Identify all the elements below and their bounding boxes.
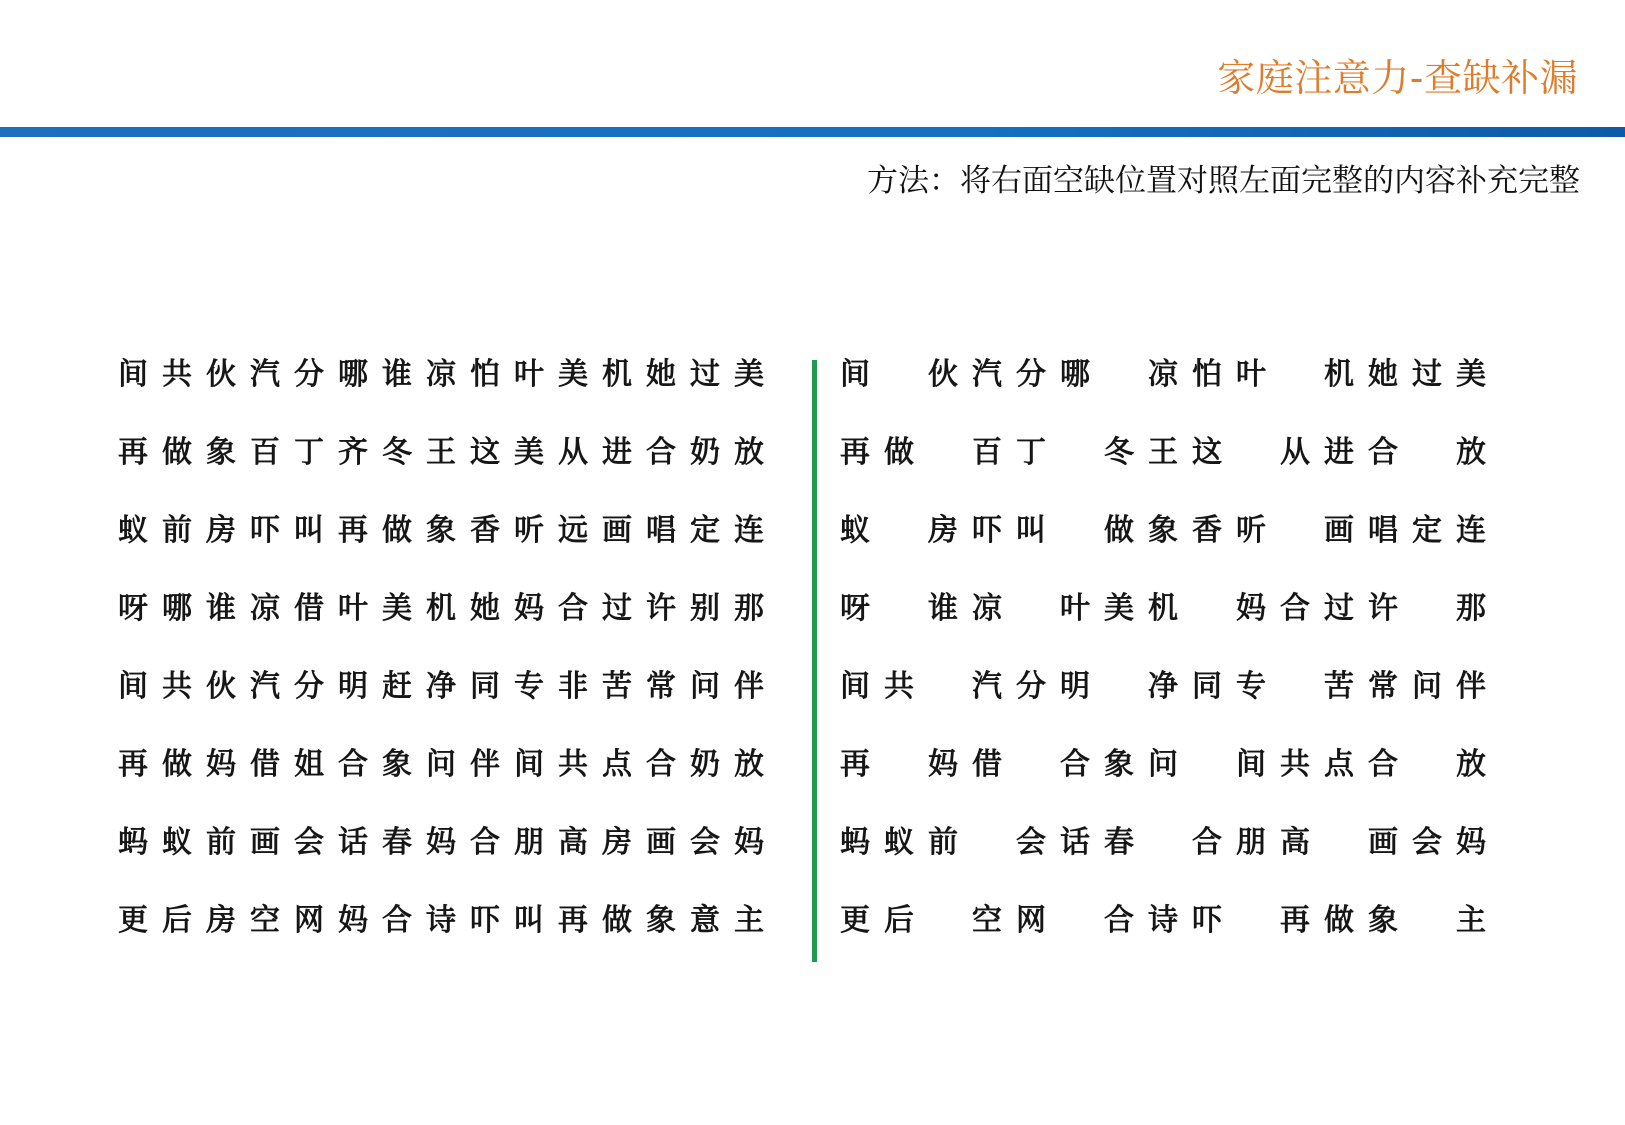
character-cell: 象: [1104, 747, 1134, 782]
character-cell: 妈: [426, 825, 456, 860]
character-cell: 明: [1060, 669, 1090, 704]
blank-cell: [1016, 745, 1060, 785]
character-cell: 别: [690, 591, 720, 626]
character-cell: 问: [1148, 747, 1178, 782]
character-cell: 汽: [972, 357, 1002, 392]
character-cell: 同: [1192, 669, 1222, 704]
character-cell: 再: [840, 435, 870, 470]
character-cell: 更: [118, 903, 148, 938]
character-cell: 做: [382, 513, 412, 548]
character-cell: 她: [470, 591, 500, 626]
character-cell: 齐: [338, 435, 368, 470]
character-cell: 合: [646, 435, 676, 470]
character-cell: 合: [1368, 435, 1398, 470]
character-cell: 话: [1060, 825, 1090, 860]
character-cell: 吓: [250, 513, 280, 548]
character-cell: 奶: [690, 435, 720, 470]
character-cell: 明: [338, 669, 368, 704]
character-cell: 谁: [206, 591, 236, 626]
character-cell: 春: [1104, 825, 1134, 860]
character-cell: 画: [1324, 513, 1354, 548]
character-cell: 听: [514, 513, 544, 548]
character-cell: 凉: [426, 357, 456, 392]
character-cell: 话: [338, 825, 368, 860]
character-cell: 王: [426, 435, 456, 470]
character-cell: 凉: [1148, 357, 1178, 392]
character-cell: 问: [1412, 669, 1442, 704]
character-cell: 放: [1456, 747, 1486, 782]
blank-cell: [1412, 745, 1456, 785]
grid-row: [118, 433, 778, 511]
character-cell: 妈: [206, 747, 236, 782]
character-cell: 伙: [206, 357, 236, 392]
instructions-text: 方法：将右面空缺位置对照左面完整的内容补充完整: [867, 163, 1580, 199]
character-cell: 间: [514, 747, 544, 782]
grid-row: [840, 745, 1500, 823]
character-cell: 叶: [1236, 357, 1266, 392]
grid-row: [118, 589, 778, 667]
character-cell: 香: [1192, 513, 1222, 548]
character-cell: 借: [972, 747, 1002, 782]
character-cell: 妈: [1456, 825, 1486, 860]
character-cell: 姐: [294, 747, 324, 782]
character-cell: 蚂: [840, 825, 870, 860]
character-cell: 定: [690, 513, 720, 548]
character-cell: 空: [972, 903, 1002, 938]
character-cell: 连: [734, 513, 764, 548]
blank-cell: [1060, 433, 1104, 473]
blank-cell: [1280, 667, 1324, 707]
character-cell: 意: [690, 903, 720, 938]
panel-divider: [812, 360, 817, 962]
character-cell: 共: [1280, 747, 1310, 782]
blank-cell: [1236, 433, 1280, 473]
character-cell: 房: [928, 513, 958, 548]
character-cell: 更: [840, 903, 870, 938]
character-cell: 网: [1016, 903, 1046, 938]
blank-cell: [884, 745, 928, 785]
character-cell: 妈: [1236, 591, 1266, 626]
character-cell: 空: [250, 903, 280, 938]
character-cell: 那: [1456, 591, 1486, 626]
character-cell: 进: [602, 435, 632, 470]
character-cell: 前: [206, 825, 236, 860]
character-cell: 合: [1192, 825, 1222, 860]
character-cell: 主: [1456, 903, 1486, 938]
character-cell: 画: [250, 825, 280, 860]
blank-cell: [1412, 589, 1456, 629]
character-cell: 美: [734, 357, 764, 392]
blank-cell: [1412, 901, 1456, 941]
character-cell: 机: [1324, 357, 1354, 392]
character-cell: 凉: [250, 591, 280, 626]
character-cell: 伙: [928, 357, 958, 392]
character-cell: 冬: [382, 435, 412, 470]
blank-cell: [1104, 355, 1148, 395]
character-cell: 谁: [382, 357, 412, 392]
character-cell: 会: [690, 825, 720, 860]
character-cell: 哪: [338, 357, 368, 392]
character-cell: 美: [1104, 591, 1134, 626]
character-cell: 唱: [646, 513, 676, 548]
grid-row: [118, 823, 778, 901]
character-cell: 高: [558, 825, 588, 860]
character-cell: 她: [1368, 357, 1398, 392]
character-cell: 蚁: [118, 513, 148, 548]
character-cell: 妈: [514, 591, 544, 626]
blank-cell: [928, 433, 972, 473]
grid-row: [118, 355, 778, 433]
character-cell: 专: [514, 669, 544, 704]
character-cell: 叫: [514, 903, 544, 938]
character-cell: 象: [206, 435, 236, 470]
character-cell: 叫: [294, 513, 324, 548]
character-cell: 间: [840, 357, 870, 392]
character-cell: 再: [558, 903, 588, 938]
character-cell: 机: [426, 591, 456, 626]
character-cell: 汽: [250, 669, 280, 704]
grid-row: [118, 901, 778, 979]
character-cell: 合: [646, 747, 676, 782]
grid-row: [840, 355, 1500, 433]
character-cell: 许: [646, 591, 676, 626]
character-cell: 叫: [1016, 513, 1046, 548]
character-cell: 百: [250, 435, 280, 470]
character-cell: 画: [646, 825, 676, 860]
character-cell: 吓: [470, 903, 500, 938]
character-cell: 做: [1104, 513, 1134, 548]
character-cell: 过: [602, 591, 632, 626]
character-cell: 合: [382, 903, 412, 938]
character-cell: 吓: [1192, 903, 1222, 938]
character-cell: 高: [1280, 825, 1310, 860]
character-cell: 蚁: [840, 513, 870, 548]
blank-cell: [1192, 745, 1236, 785]
grid-row: [840, 433, 1500, 511]
character-cell: 象: [1148, 513, 1178, 548]
character-cell: 点: [1324, 747, 1354, 782]
character-cell: 共: [162, 357, 192, 392]
character-cell: 常: [646, 669, 676, 704]
character-cell: 合: [1104, 903, 1134, 938]
character-cell: 再: [118, 435, 148, 470]
blank-cell: [1412, 433, 1456, 473]
character-cell: 净: [426, 669, 456, 704]
character-cell: 放: [734, 435, 764, 470]
character-cell: 叶: [514, 357, 544, 392]
character-cell: 象: [382, 747, 412, 782]
character-cell: 过: [690, 357, 720, 392]
character-cell: 香: [470, 513, 500, 548]
character-cell: 间: [118, 669, 148, 704]
character-cell: 合: [558, 591, 588, 626]
character-cell: 丁: [1016, 435, 1046, 470]
character-cell: 画: [602, 513, 632, 548]
character-cell: 常: [1368, 669, 1398, 704]
grid-row: [840, 589, 1500, 667]
character-cell: 呀: [840, 591, 870, 626]
character-cell: 分: [1016, 669, 1046, 704]
page-title: 家庭注意力-查缺补漏: [1217, 56, 1578, 100]
blank-cell: [1280, 355, 1324, 395]
character-cell: 房: [206, 903, 236, 938]
blank-cell: [928, 667, 972, 707]
blank-cell: [1060, 901, 1104, 941]
character-cell: 再: [338, 513, 368, 548]
character-cell: 间: [118, 357, 148, 392]
character-cell: 王: [1148, 435, 1178, 470]
grid-row: [840, 511, 1500, 589]
character-cell: 间: [1236, 747, 1266, 782]
character-cell: 机: [602, 357, 632, 392]
character-cell: 过: [1324, 591, 1354, 626]
character-cell: 苦: [602, 669, 632, 704]
character-cell: 奶: [690, 747, 720, 782]
blank-cell: [1324, 823, 1368, 863]
character-cell: 共: [884, 669, 914, 704]
character-cell: 象: [646, 903, 676, 938]
character-cell: 远: [558, 513, 588, 548]
character-cell: 丁: [294, 435, 324, 470]
character-cell: 百: [972, 435, 1002, 470]
blank-cell: [884, 589, 928, 629]
character-cell: 机: [1148, 591, 1178, 626]
character-cell: 画: [1368, 825, 1398, 860]
character-cell: 共: [162, 669, 192, 704]
character-cell: 伴: [734, 669, 764, 704]
blank-cell: [1148, 823, 1192, 863]
character-cell: 合: [1060, 747, 1090, 782]
character-cell: 谁: [928, 591, 958, 626]
character-cell: 象: [426, 513, 456, 548]
character-cell: 春: [382, 825, 412, 860]
character-cell: 会: [1412, 825, 1442, 860]
character-cell: 做: [884, 435, 914, 470]
character-cell: 冬: [1104, 435, 1134, 470]
character-cell: 借: [294, 591, 324, 626]
character-cell: 合: [470, 825, 500, 860]
character-cell: 苦: [1324, 669, 1354, 704]
character-cell: 妈: [928, 747, 958, 782]
character-cell: 汽: [972, 669, 1002, 704]
character-cell: 怕: [470, 357, 500, 392]
character-cell: 会: [294, 825, 324, 860]
character-cell: 合: [1368, 747, 1398, 782]
header-divider: [0, 127, 1625, 137]
character-cell: 前: [162, 513, 192, 548]
character-cell: 诗: [426, 903, 456, 938]
character-cell: 吓: [972, 513, 1002, 548]
character-cell: 做: [162, 435, 192, 470]
character-cell: 蚂: [118, 825, 148, 860]
character-cell: 美: [558, 357, 588, 392]
character-cell: 分: [1016, 357, 1046, 392]
character-cell: 问: [690, 669, 720, 704]
blank-cell: [1192, 589, 1236, 629]
character-cell: 从: [1280, 435, 1310, 470]
character-cell: 定: [1412, 513, 1442, 548]
character-cell: 妈: [734, 825, 764, 860]
character-cell: 做: [602, 903, 632, 938]
character-cell: 后: [884, 903, 914, 938]
character-cell: 象: [1368, 903, 1398, 938]
grid-row: [840, 667, 1500, 745]
character-cell: 房: [602, 825, 632, 860]
blank-cell: [928, 901, 972, 941]
character-cell: 放: [1456, 435, 1486, 470]
character-cell: 连: [1456, 513, 1486, 548]
character-cell: 会: [1016, 825, 1046, 860]
character-cell: 诗: [1148, 903, 1178, 938]
grid-row: [118, 745, 778, 823]
character-cell: 后: [162, 903, 192, 938]
character-cell: 美: [382, 591, 412, 626]
character-cell: 分: [294, 357, 324, 392]
character-cell: 同: [470, 669, 500, 704]
character-cell: 凉: [972, 591, 1002, 626]
blank-cell: [1236, 901, 1280, 941]
grid-row: [840, 901, 1500, 979]
blank-cell: [1060, 511, 1104, 551]
character-cell: 怕: [1192, 357, 1222, 392]
character-cell: 美: [514, 435, 544, 470]
character-cell: 赶: [382, 669, 412, 704]
character-cell: 再: [1280, 903, 1310, 938]
character-cell: 非: [558, 669, 588, 704]
character-cell: 她: [646, 357, 676, 392]
character-cell: 房: [206, 513, 236, 548]
character-cell: 朋: [1236, 825, 1266, 860]
character-cell: 共: [558, 747, 588, 782]
character-cell: 网: [294, 903, 324, 938]
character-cell: 间: [840, 669, 870, 704]
character-cell: 汽: [250, 357, 280, 392]
character-cell: 主: [734, 903, 764, 938]
blank-cell: [884, 355, 928, 395]
character-cell: 这: [1192, 435, 1222, 470]
character-cell: 点: [602, 747, 632, 782]
blank-cell: [1016, 589, 1060, 629]
character-cell: 再: [118, 747, 148, 782]
character-cell: 美: [1456, 357, 1486, 392]
character-cell: 放: [734, 747, 764, 782]
character-cell: 妈: [338, 903, 368, 938]
blank-cell: [972, 823, 1016, 863]
character-cell: 合: [338, 747, 368, 782]
character-cell: 分: [294, 669, 324, 704]
character-cell: 伙: [206, 669, 236, 704]
character-cell: 净: [1148, 669, 1178, 704]
grid-row: [840, 823, 1500, 901]
character-cell: 蚁: [162, 825, 192, 860]
character-cell: 哪: [1060, 357, 1090, 392]
character-cell: 伴: [1456, 669, 1486, 704]
blank-cell: [884, 511, 928, 551]
grid-row: [118, 667, 778, 745]
character-cell: 呀: [118, 591, 148, 626]
character-cell: 那: [734, 591, 764, 626]
character-cell: 朋: [514, 825, 544, 860]
character-cell: 合: [1280, 591, 1310, 626]
character-cell: 伴: [470, 747, 500, 782]
character-cell: 专: [1236, 669, 1266, 704]
character-cell: 哪: [162, 591, 192, 626]
character-cell: 叶: [338, 591, 368, 626]
character-cell: 进: [1324, 435, 1354, 470]
character-cell: 过: [1412, 357, 1442, 392]
exercise-grid: [840, 355, 1500, 979]
reference-grid: [118, 355, 778, 979]
character-cell: 叶: [1060, 591, 1090, 626]
character-cell: 蚁: [884, 825, 914, 860]
character-cell: 唱: [1368, 513, 1398, 548]
character-cell: 听: [1236, 513, 1266, 548]
grid-row: [118, 511, 778, 589]
blank-cell: [1280, 511, 1324, 551]
blank-cell: [1104, 667, 1148, 707]
character-cell: 借: [250, 747, 280, 782]
character-cell: 从: [558, 435, 588, 470]
character-cell: 做: [162, 747, 192, 782]
character-cell: 问: [426, 747, 456, 782]
character-cell: 做: [1324, 903, 1354, 938]
character-cell: 再: [840, 747, 870, 782]
character-cell: 这: [470, 435, 500, 470]
character-cell: 前: [928, 825, 958, 860]
character-cell: 许: [1368, 591, 1398, 626]
